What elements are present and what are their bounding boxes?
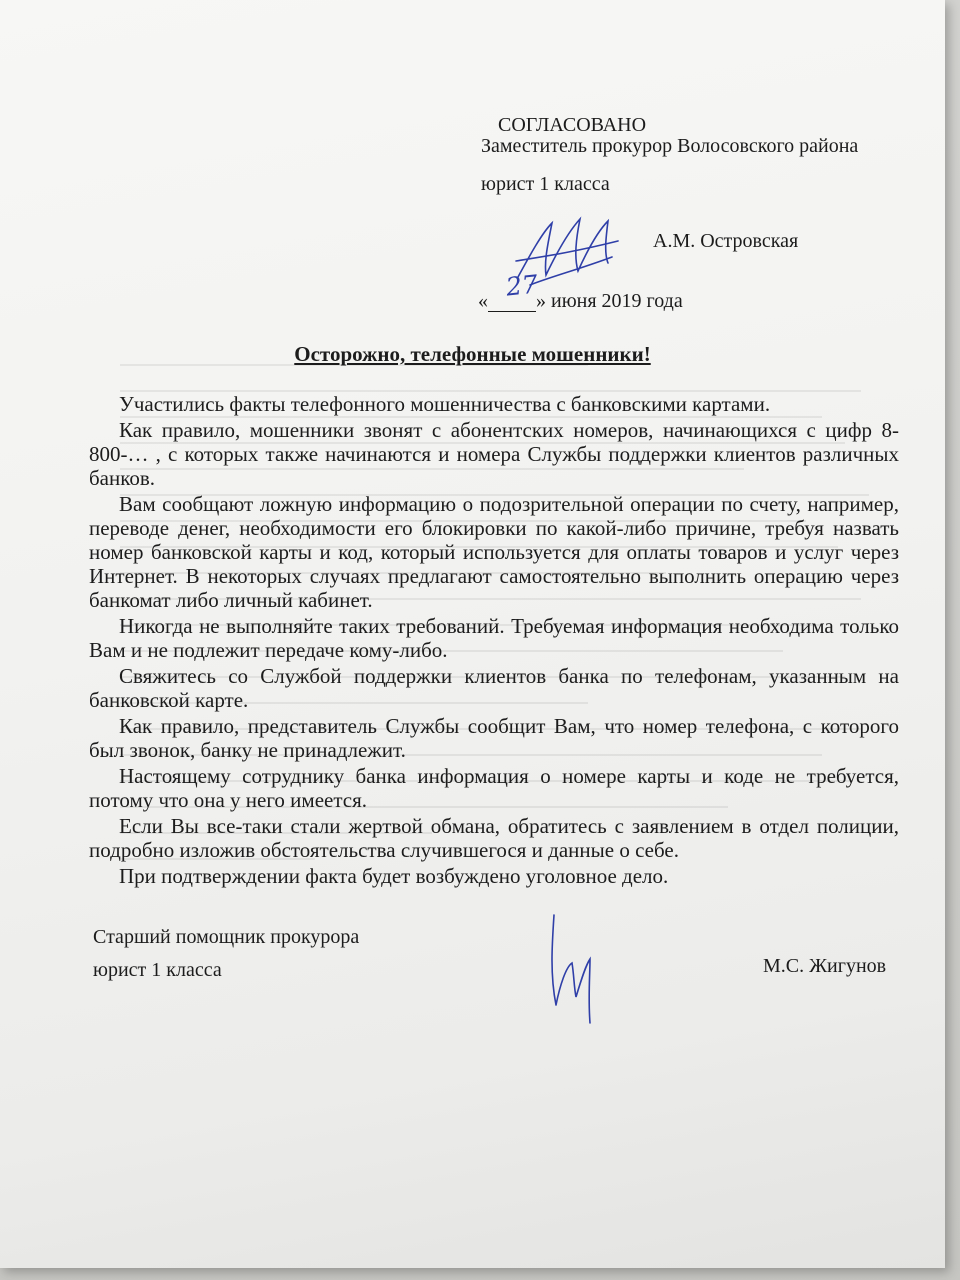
paragraph: Как правило, представитель Службы сообщит Вам, что номер телефона, с которого был звонок, банку не принадлежит. <box>89 714 899 762</box>
paragraph: Настоящему сотруднику банка информация о номере карты и коде не требуется, потому что она у него имеется. <box>89 764 899 812</box>
document-title: Осторожно, телефонные мошенники! <box>294 342 651 366</box>
signatory-name: М.С. Жигунов <box>763 955 887 977</box>
signatory-position: Старший помощник прокурора <box>93 926 360 948</box>
approval-name: А.М. Островская <box>653 230 799 252</box>
paragraph: Вам сообщают ложную информацию о подозрительной операции по счету, например, переводе денег, необходимости его блокировки по какой-либо причине, требуя назвать номер банковской карты и код, который используется для оплаты товаров и услуг через Интернет. В некоторых случаях предлагают самостоятельно выполнить операцию через банкомат либо личный кабинет. <box>89 492 899 612</box>
document-body <box>89 392 899 888</box>
approval-heading: СОГЛАСОВАНО <box>498 114 647 136</box>
paragraph: При подтверждении факта будет возбуждено уголовное дело. <box>119 864 669 888</box>
date-suffix: » июня 2019 года <box>536 290 683 312</box>
signatory-signature <box>530 905 610 1035</box>
paragraph: Если Вы все-таки стали жертвой обмана, обратитесь с заявлением в отдел полиции, подробно изложив обстоятельства случившегося и данные о себе. <box>89 814 899 862</box>
paragraph: Как правило, мошенники звонят с абонентских номеров, начинающихся с цифр 8-800-… , с которых также начинаются и номера Службы поддержки клиентов различных банков. <box>89 418 899 490</box>
date-day-handwritten: 27 <box>504 269 540 302</box>
paragraph: Свяжитесь со Службой поддержки клиентов банка по телефонам, указанным на банковской карте. <box>89 664 899 712</box>
approval-rank: юрист 1 класса <box>481 173 610 195</box>
paragraph: Участились факты телефонного мошенничества с банковскими картами. <box>119 392 771 416</box>
approval-position: Заместитель прокурор Волосовского района <box>481 135 859 157</box>
paragraph: Никогда не выполняйте таких требований. Требуемая информация необходима только Вам и не подлежит передаче кому-либо. <box>89 614 899 662</box>
date-prefix: « <box>478 290 488 312</box>
signatory-rank: юрист 1 класса <box>93 959 222 981</box>
